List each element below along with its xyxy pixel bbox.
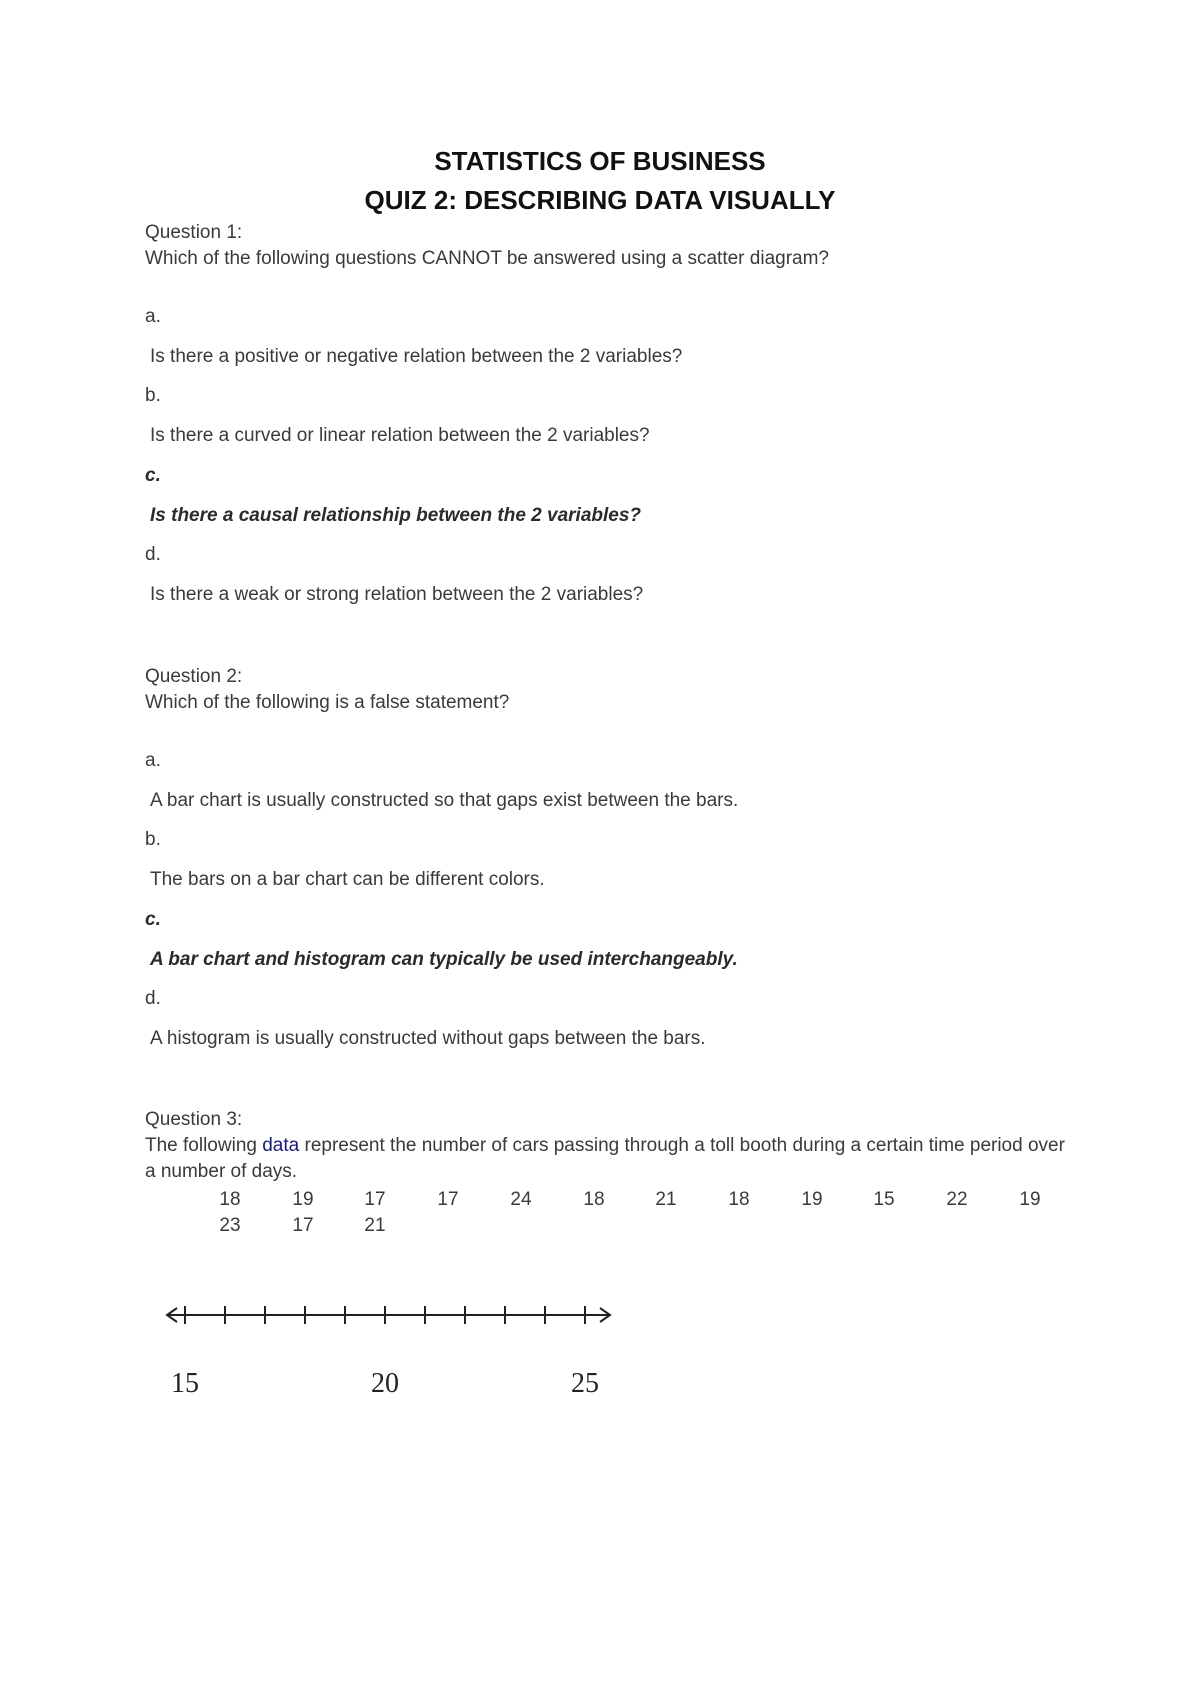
q1-option-c-text: Is there a causal relationship between the 2 variables? <box>150 505 642 526</box>
data-value: 19 <box>801 1189 823 1210</box>
question-2 <box>145 664 1065 1049</box>
q2-option-b-letter: b. <box>145 829 161 850</box>
data-value: 21 <box>364 1215 386 1236</box>
data-value: 17 <box>437 1189 459 1210</box>
document-title: STATISTICS OF BUSINESS <box>434 146 766 176</box>
q1-option-b-text: Is there a curved or linear relation between the 2 variables? <box>150 425 650 446</box>
question-1 <box>145 220 1065 605</box>
question-3-heading: Question 3: <box>145 1109 243 1130</box>
q2-option-d-text: A histogram is usually constructed without gaps between the bars. <box>150 1028 706 1049</box>
data-value: 18 <box>219 1189 241 1210</box>
q1-option-a-text: Is there a positive or negative relation between the 2 variables? <box>150 346 683 367</box>
data-value: 18 <box>728 1189 750 1210</box>
data-value: 15 <box>873 1189 895 1210</box>
question-3-stem-start: The following <box>145 1135 263 1156</box>
q1-option-a-letter: a. <box>145 306 161 327</box>
q1-option-d-text: Is there a weak or strong relation between the 2 variables? <box>150 584 644 605</box>
q2-option-c-letter: c. <box>145 909 161 930</box>
data-value: 17 <box>292 1215 314 1236</box>
question-2-heading: Question 2: <box>145 666 243 687</box>
question-3-stem-end: represent the number of cars passing through a toll booth during a certain time period over a number of days. <box>145 1135 1065 1182</box>
q2-option-a-text: A bar chart is usually constructed so that gaps exist between the bars. <box>150 790 739 811</box>
number-line-label: 20 <box>371 1368 399 1399</box>
question-1-stem: Which of the following questions CANNOT be answered using a scatter diagram? <box>145 248 829 269</box>
q2-option-a-letter: a. <box>145 750 161 771</box>
question-3 <box>145 1107 1065 1237</box>
q2-option-c-text: A bar chart and histogram can typically be used interchangeably. <box>150 949 738 970</box>
data-value: 18 <box>583 1189 605 1210</box>
number-line-label: 25 <box>571 1368 599 1399</box>
number-line-label: 15 <box>171 1368 199 1399</box>
data-value: 22 <box>946 1189 968 1210</box>
q2-option-b-text: The bars on a bar chart can be different colors. <box>150 869 545 890</box>
quiz-title: QUIZ 2: DESCRIBING DATA VISUALLY <box>364 185 836 215</box>
data-value: 23 <box>219 1215 241 1236</box>
data-value: 24 <box>510 1189 532 1210</box>
q1-option-d-letter: d. <box>145 544 161 565</box>
question-3-stem <box>145 1133 1065 1185</box>
q1-option-c-letter: c. <box>145 465 161 486</box>
question-2-stem: Which of the following is a false statement? <box>145 692 510 713</box>
question-1-heading: Question 1: <box>145 222 243 243</box>
data-link[interactable]: data <box>262 1135 300 1156</box>
q2-option-d-letter: d. <box>145 988 161 1009</box>
data-value: 17 <box>364 1189 386 1210</box>
data-value: 19 <box>1019 1189 1041 1210</box>
q1-option-b-letter: b. <box>145 385 161 406</box>
data-value: 21 <box>655 1189 677 1210</box>
number-line <box>165 1290 635 1410</box>
data-value: 19 <box>292 1189 314 1210</box>
